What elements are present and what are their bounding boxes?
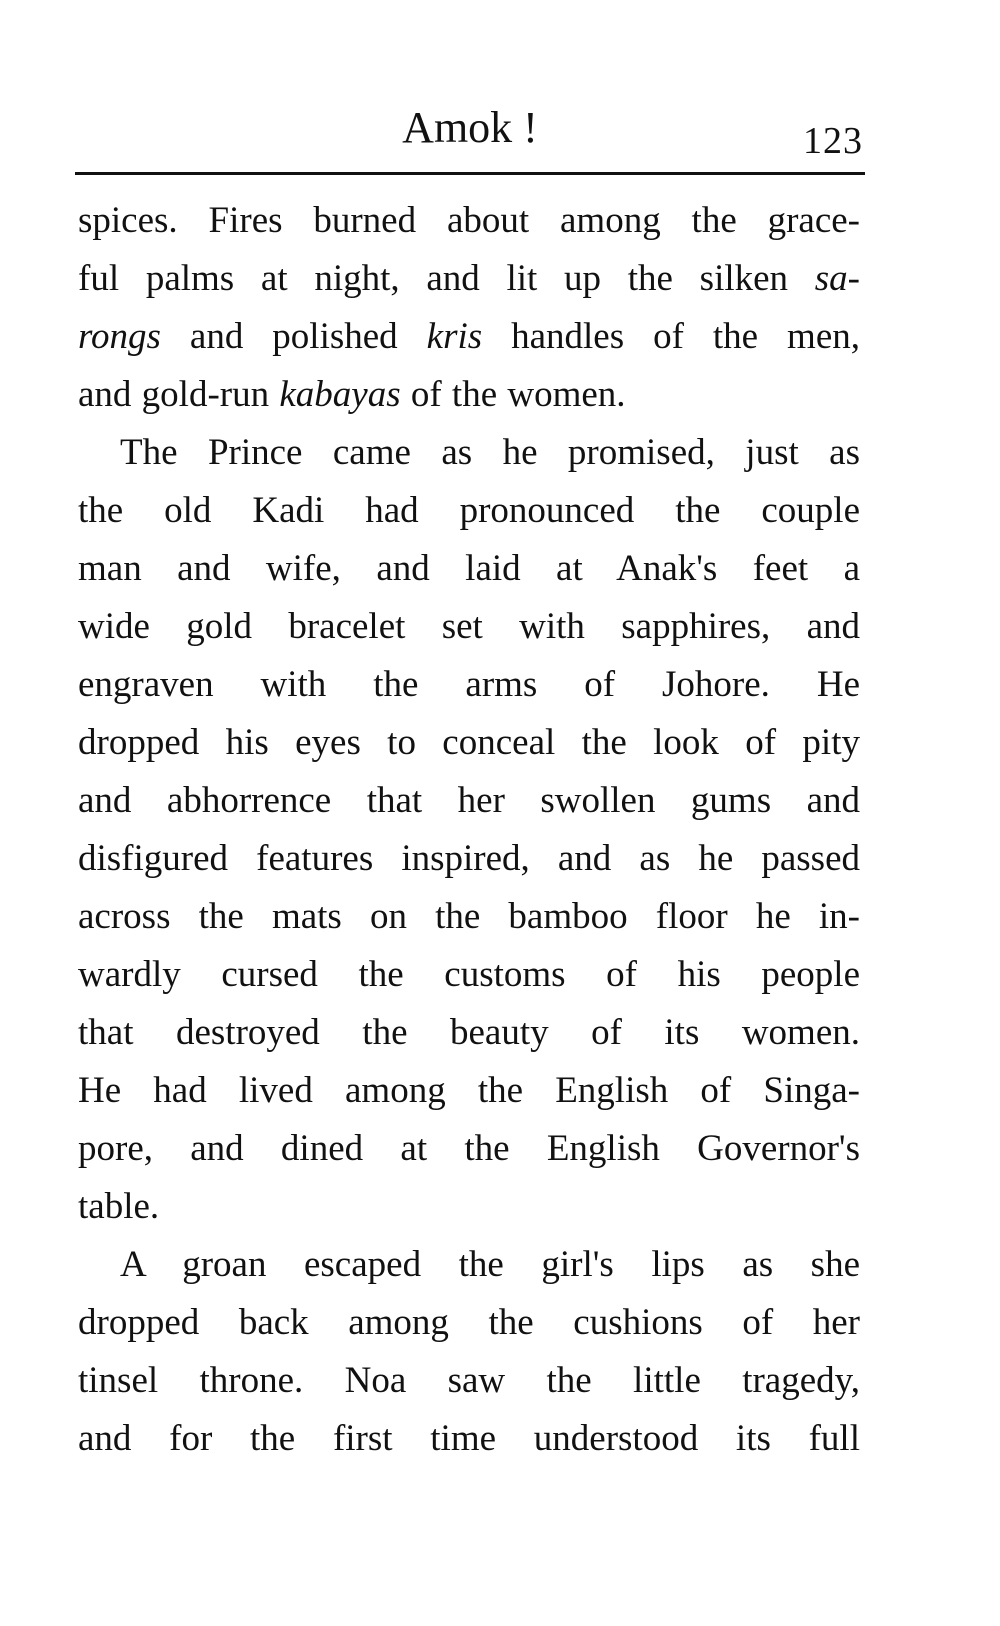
text-line: dropped back among the cushions of her bbox=[78, 1302, 860, 1343]
paragraph bbox=[78, 424, 860, 1236]
text-line: man and wife, and laid at Anak's feet a bbox=[78, 548, 860, 589]
text-line: The Prince came as he promised, just as bbox=[120, 432, 860, 473]
text-line: A groan escaped the girl's lips as she bbox=[120, 1244, 860, 1285]
text-line: table. bbox=[78, 1186, 160, 1227]
text-line: spices. Fires burned about among the grace- bbox=[78, 200, 860, 241]
paragraph bbox=[78, 192, 860, 424]
text-line: He had lived among the English of Singa- bbox=[78, 1070, 860, 1111]
text-line: dropped his eyes to conceal the look of pity bbox=[78, 722, 860, 763]
text-line: wide gold bracelet set with sapphires, and bbox=[78, 606, 860, 647]
text-line: the old Kadi had pronounced the couple bbox=[78, 490, 860, 531]
text-line: and for the first time understood its full bbox=[78, 1418, 860, 1459]
body-text bbox=[78, 192, 860, 1468]
header-rule bbox=[75, 172, 865, 175]
text-line: ful palms at night, and lit up the silken sa- bbox=[78, 258, 860, 299]
text-line: and gold-run kabayas of the women. bbox=[78, 374, 626, 415]
paragraph bbox=[78, 1236, 860, 1468]
text-line: pore, and dined at the English Governor's bbox=[78, 1128, 860, 1169]
running-head bbox=[75, 100, 865, 160]
text-line: tinsel throne. Noa saw the little tragedy, bbox=[78, 1360, 860, 1401]
page-number: 123 bbox=[803, 120, 863, 162]
text-line: wardly cursed the customs of his people bbox=[78, 954, 860, 995]
text-line: engraven with the arms of Johore. He bbox=[78, 664, 860, 705]
text-line: and abhorrence that her swollen gums and bbox=[78, 780, 860, 821]
text-line: that destroyed the beauty of its women. bbox=[78, 1012, 860, 1053]
text-line: across the mats on the bamboo floor he in- bbox=[78, 896, 860, 937]
text-line: disfigured features inspired, and as he passed bbox=[78, 838, 860, 879]
chapter-title: Amok ! bbox=[402, 103, 538, 152]
text-line: rongs and polished kris handles of the men, bbox=[78, 316, 860, 357]
